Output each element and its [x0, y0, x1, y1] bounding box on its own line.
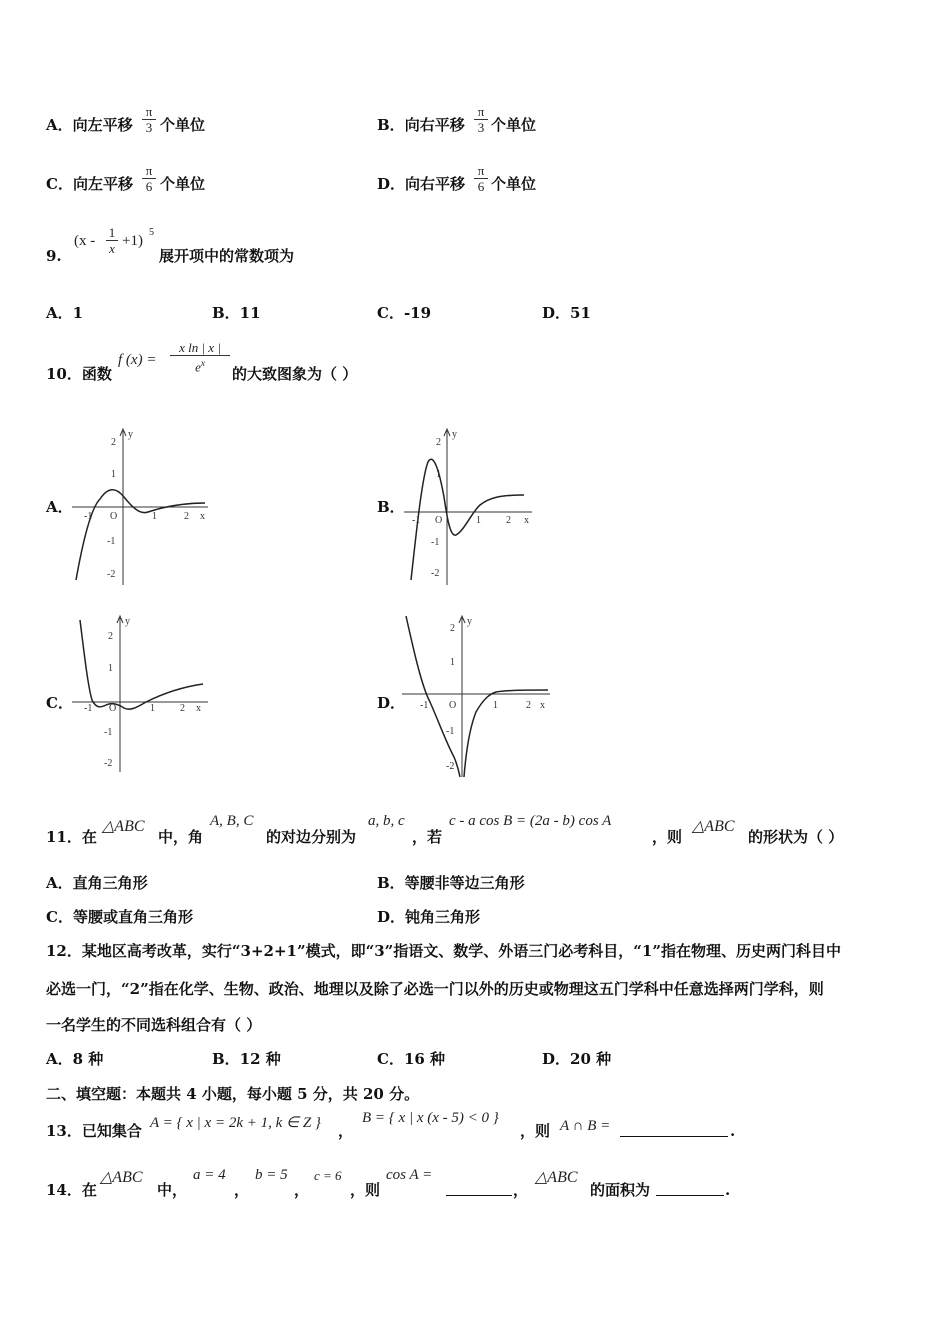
tick-y-2: 2 [450, 623, 455, 634]
y-axis-label: y [452, 429, 457, 440]
x-axis-label: x [524, 515, 529, 526]
q8-option-a-label: A． [46, 116, 73, 134]
q8-option-b-fraction [474, 104, 488, 135]
q9-number: 9. [46, 247, 62, 265]
q14-text-1: 中， [157, 1181, 188, 1199]
q14-end: . [725, 1181, 731, 1199]
q14-sep-1: ， [234, 1181, 250, 1199]
q9-option-c: C．-19 [377, 304, 432, 322]
q14-triangle-1: △ABC [100, 1169, 143, 1186]
q14-c: c = 6 [314, 1168, 342, 1183]
tick-x-2: 2 [180, 703, 185, 714]
q11-equation: c - a cos B = (2a - b) cos A [449, 813, 612, 829]
q12-option-b: B．12 种 [212, 1050, 281, 1068]
q11-option-a: A．直角三角形 [46, 874, 148, 892]
tick-y-neg1: -1 [446, 726, 455, 737]
tick-x-neg1: -1 [84, 511, 93, 522]
graph-b [402, 425, 547, 590]
fraction-numerator: π [142, 104, 156, 120]
q8-option-a-fraction [142, 104, 156, 135]
q11-text-2: 的对边分别为 [266, 828, 357, 846]
q11-text-3: ，若 [412, 828, 443, 846]
q8-option-b [377, 115, 465, 135]
tick-y-2: 2 [108, 631, 113, 642]
q13-answer-blank[interactable] [620, 1122, 728, 1137]
q8-option-b-label: B． [377, 116, 405, 134]
graph-a-label: A． [46, 498, 73, 516]
tick-y-1: 1 [111, 469, 116, 480]
q13-end: . [730, 1122, 736, 1140]
q8-option-c-post: 个单位 [160, 175, 206, 193]
q8-option-d-fraction [474, 163, 488, 194]
q11-option-d: D．钝角三角形 [377, 908, 481, 926]
tick-x-1: 1 [152, 511, 157, 522]
tick-y-2: 2 [111, 437, 116, 448]
graph-d [400, 612, 560, 782]
q8-option-c-fraction [142, 163, 156, 194]
q14-cos: cos A = [386, 1167, 433, 1183]
q14-area-blank[interactable] [656, 1181, 724, 1196]
f-den-base: e [195, 359, 201, 375]
fraction-numerator: π [474, 163, 488, 179]
origin-label: O [110, 511, 118, 522]
q8-option-a-pre: 向左平移 [72, 116, 133, 134]
curve-right [464, 690, 548, 777]
q8-option-d-pre: 向右平移 [405, 175, 466, 193]
section-2-heading: 二、填空题：本题共 4 小题，每小题 5 分，共 20 分。 [46, 1085, 420, 1103]
tick-x-2: 2 [184, 511, 189, 522]
q9-option-b: B．11 [212, 304, 261, 322]
q13-set-a: A = { x | x = 2k + 1, k ∈ Z } [150, 1115, 321, 1131]
curve [76, 490, 205, 580]
fraction-numerator: x ln | x | [170, 340, 230, 356]
q11-angles: A, B, C [210, 813, 254, 829]
origin-label: O [449, 700, 457, 711]
q13-comma: ， [338, 1122, 354, 1140]
q10-number: 10．函数 [46, 365, 112, 383]
q14-number: 14．在 [46, 1181, 97, 1199]
q14-text-3: ， [513, 1181, 529, 1199]
tick-y-neg2: -2 [104, 758, 113, 769]
tick-y-neg1: -1 [104, 727, 113, 738]
fraction-denominator: 3 [477, 120, 485, 135]
q14-cos-blank[interactable] [446, 1181, 512, 1196]
q11-text-5: 的形状为（ ） [748, 828, 844, 846]
q8-option-b-post: 个单位 [491, 116, 537, 134]
y-axis-label: y [128, 429, 133, 440]
tick-x-neg1: -1 [412, 515, 421, 526]
q12-line-2: 必选一门，“2”指在化学、生物、政治、地理以及除了必选一门以外的历史或物理这五门学科中任意选择两门学科，则 [46, 980, 824, 998]
q11-sides: a, b, c [368, 813, 405, 829]
fraction-numerator: π [142, 163, 156, 179]
fraction-denominator: 6 [145, 179, 153, 194]
q8-option-a [46, 115, 133, 135]
q12-line-1: 12．某地区高考改革，实行“3+2+1”模式，即“3”指语文、数学、外语三门必考科目，“1”指在物理、历史两门科目中 [46, 942, 841, 960]
graph-c-label: C． [46, 694, 73, 712]
q8-option-c-label: C． [46, 175, 73, 193]
q11-text-1: 中，角 [158, 828, 204, 846]
q11-triangle-2: △ABC [692, 818, 735, 835]
fraction-denominator: 6 [477, 179, 485, 194]
tick-y-1: 1 [108, 663, 113, 674]
tick-x-2: 2 [526, 700, 531, 711]
origin-label: O [109, 703, 117, 714]
q13-expr: A ∩ B = [560, 1118, 611, 1134]
q13-text: ，则 [520, 1122, 551, 1140]
q14-sep-2: ， [294, 1181, 310, 1199]
q9-option-d: D．51 [542, 304, 591, 322]
q10-f-fraction [170, 340, 230, 374]
y-axis-label: y [125, 616, 130, 627]
q14-triangle-2: △ABC [535, 1169, 578, 1186]
q9-expr-fraction [106, 225, 118, 256]
q8-option-d-label: D． [377, 175, 406, 193]
x-axis-label: x [200, 511, 205, 522]
tick-x-neg1: -1 [84, 703, 93, 714]
q8-option-a-post: 个单位 [160, 116, 206, 134]
tick-y-neg1: -1 [107, 536, 116, 547]
fraction-denominator [170, 356, 230, 374]
q8-option-d [377, 174, 465, 194]
q14-a: a = 4 [193, 1167, 226, 1183]
q8-option-c-pre: 向左平移 [72, 175, 133, 193]
q11-number: 11．在 [46, 828, 97, 846]
fraction-numerator: 1 [106, 225, 118, 241]
graph-c [70, 612, 215, 777]
q14-text-4: 的面积为 [590, 1181, 651, 1199]
f-den-exp: x [200, 358, 205, 368]
origin-label: O [435, 515, 443, 526]
q12-option-d: D．20 种 [542, 1050, 612, 1068]
tick-x-1: 1 [493, 700, 498, 711]
q13-set-b: B = { x | x (x - 5) < 0 } [362, 1110, 499, 1126]
q12-option-a: A．8 种 [46, 1050, 104, 1068]
curve-left [406, 616, 460, 777]
x-axis-label: x [540, 700, 545, 711]
tick-x-2: 2 [506, 515, 511, 526]
q9-expr-post: +1) [122, 233, 143, 249]
q8-option-c [46, 174, 133, 194]
q14-b: b = 5 [255, 1167, 288, 1183]
q11-option-c: C．等腰或直角三角形 [46, 908, 193, 926]
graph-b-label: B． [377, 498, 405, 516]
tick-y-neg1: -1 [431, 537, 440, 548]
tick-y-1: 1 [436, 469, 441, 480]
q9-option-a: A．1 [46, 304, 84, 322]
q10-text: 的大致图象为（ ） [232, 365, 358, 383]
y-axis-label: y [467, 616, 472, 627]
q9-text: 展开项中的常数项为 [159, 247, 295, 265]
q8-option-d-post: 个单位 [491, 175, 537, 193]
tick-y-neg2: -2 [107, 569, 116, 580]
q11-text-4: ，则 [652, 828, 683, 846]
fraction-denominator: x [109, 241, 115, 256]
tick-x-1: 1 [150, 703, 155, 714]
fraction-numerator: π [474, 104, 488, 120]
tick-x-1: 1 [476, 515, 481, 526]
q11-triangle-1: △ABC [102, 818, 145, 835]
q9-expr-pre: (x - [74, 233, 96, 249]
curve [80, 620, 203, 709]
tick-y-1: 1 [450, 657, 455, 668]
graph-d-label: D． [377, 694, 406, 712]
q12-option-c: C．16 种 [377, 1050, 446, 1068]
tick-y-neg2: -2 [431, 568, 440, 579]
fraction-denominator: 3 [145, 120, 153, 135]
q14-text-2: ，则 [350, 1181, 381, 1199]
q13-number: 13．已知集合 [46, 1122, 142, 1140]
x-axis-label: x [196, 703, 201, 714]
tick-y-2: 2 [436, 437, 441, 448]
tick-y-neg2: -2 [446, 761, 455, 772]
q10-f-lhs: f (x) = [118, 352, 157, 368]
graph-a [70, 425, 215, 590]
tick-x-neg1: -1 [420, 700, 429, 711]
q12-line-3: 一名学生的不同选科组合有（ ） [46, 1016, 262, 1034]
q8-option-b-pre: 向右平移 [404, 116, 465, 134]
q9-expr-exponent: 5 [149, 227, 154, 238]
q11-option-b: B．等腰非等边三角形 [377, 874, 525, 892]
